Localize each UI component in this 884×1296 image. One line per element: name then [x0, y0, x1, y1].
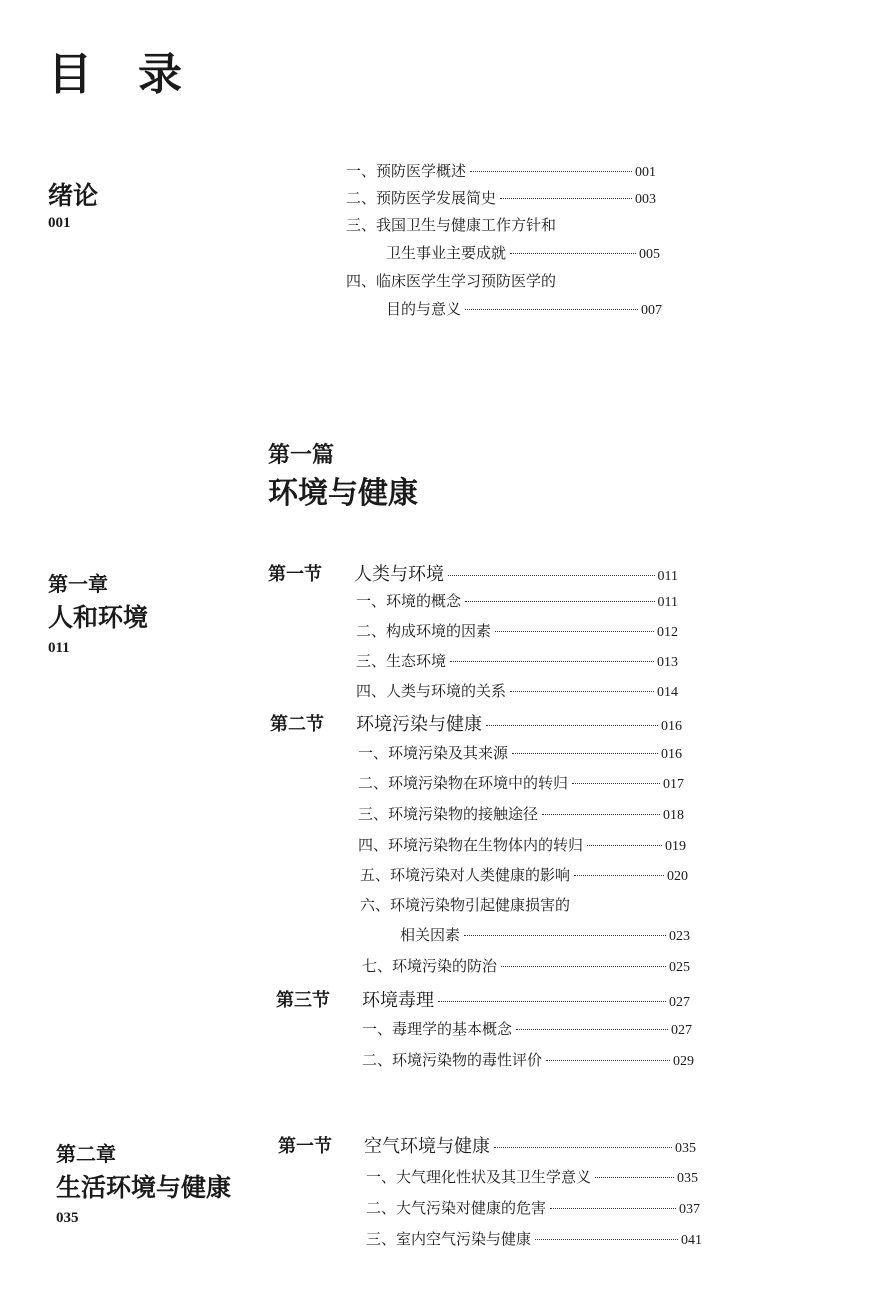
toc-entry-page: 020	[667, 869, 688, 884]
toc-entry-page: 003	[635, 192, 656, 207]
toc-entry[interactable]	[356, 680, 678, 701]
toc-entry-label[interactable]: 六、环境污染物引起健康损害的	[360, 896, 571, 914]
toc-entry[interactable]	[356, 650, 678, 671]
toc-entry[interactable]	[366, 1166, 698, 1187]
dot-leader	[486, 725, 658, 726]
toc-entry[interactable]	[358, 742, 682, 763]
toc-entry-label: 七、环境污染的防治	[362, 957, 498, 975]
toc-section[interactable]	[268, 560, 678, 586]
section-label: 第一节	[278, 1136, 332, 1157]
toc-entry[interactable]	[362, 1049, 694, 1070]
dot-leader	[512, 753, 658, 754]
chapter-page: 011	[48, 640, 70, 656]
section-label: 第三节	[276, 990, 330, 1011]
toc-entry-label: 一、大气理化性状及其卫生学意义	[366, 1168, 592, 1186]
dot-leader	[516, 1029, 668, 1030]
part-title: 环境与健康	[268, 476, 418, 511]
toc-entry-label: 一、环境污染及其来源	[358, 744, 509, 762]
toc-entry[interactable]	[362, 955, 690, 976]
toc-entry[interactable]	[358, 772, 684, 793]
toc-entry-page: 016	[661, 747, 682, 762]
dot-leader	[535, 1239, 678, 1240]
dot-leader	[464, 935, 666, 936]
toc-entry[interactable]	[346, 160, 656, 181]
toc-entry-label[interactable]: 三、我国卫生与健康工作方针和	[346, 216, 557, 234]
section-page: 027	[669, 995, 690, 1010]
toc-section[interactable]	[278, 1132, 696, 1158]
toc-entry-label: 二、构成环境的因素	[356, 622, 492, 640]
toc-entry[interactable]	[366, 1197, 700, 1218]
toc-entry-label: 四、环境污染物在生物体内的转归	[358, 836, 584, 854]
dot-leader	[494, 1147, 672, 1148]
toc-entry[interactable]	[358, 803, 684, 824]
dot-leader	[465, 309, 638, 310]
dot-leader	[574, 875, 664, 876]
dot-leader	[470, 171, 632, 172]
toc-section[interactable]	[270, 710, 682, 736]
toc-entry-page: 025	[669, 960, 690, 975]
dot-leader	[587, 845, 662, 846]
toc-entry-page: 011	[657, 595, 678, 610]
toc-entry-label: 一、预防医学概述	[346, 162, 467, 180]
toc-entry-page: 005	[639, 247, 660, 262]
section-label: 第二节	[270, 714, 324, 735]
dot-leader	[510, 691, 654, 692]
part-label: 第一篇	[268, 442, 335, 468]
toc-entry-label: 五、环境污染对人类健康的影响	[360, 866, 571, 884]
toc-entry-label: 二、预防医学发展简史	[346, 189, 497, 207]
toc-entry-label: 二、大气污染对健康的危害	[366, 1199, 547, 1217]
intro-page: 001	[48, 215, 71, 231]
toc-entry-label: 一、毒理学的基本概念	[362, 1020, 513, 1038]
toc-entry-label: 一、环境的概念	[356, 592, 462, 610]
toc-entry-label: 四、人类与环境的关系	[356, 682, 507, 700]
section-title: 环境毒理	[362, 990, 434, 1011]
toc-entry-label: 三、室内空气污染与健康	[366, 1230, 532, 1248]
dot-leader	[438, 1001, 666, 1002]
toc-entry[interactable]	[362, 1018, 692, 1039]
toc-entry-label[interactable]: 四、临床医学生学习预防医学的	[346, 272, 557, 290]
toc-entry-label: 三、环境污染物的接触途径	[358, 805, 539, 823]
dot-leader	[572, 783, 660, 784]
intro-title: 绪论	[48, 181, 99, 210]
toc-entry-page: 035	[677, 1171, 698, 1186]
toc-entry-page: 019	[665, 839, 686, 854]
chapter-label: 第二章	[56, 1142, 116, 1166]
toc-entry[interactable]	[400, 924, 690, 945]
toc-entry-label-cont: 目的与意义	[386, 300, 462, 318]
toc-entry-page: 029	[673, 1054, 694, 1069]
toc-entry-page: 001	[635, 165, 656, 180]
toc-entry[interactable]	[356, 590, 678, 611]
dot-leader	[448, 575, 655, 576]
section-title: 空气环境与健康	[364, 1136, 490, 1157]
dot-leader	[542, 814, 660, 815]
toc-entry-page: 023	[669, 929, 690, 944]
toc-entry[interactable]	[346, 187, 656, 208]
toc-section[interactable]	[276, 986, 690, 1012]
dot-leader	[501, 966, 666, 967]
toc-entry-page: 014	[657, 685, 678, 700]
toc-entry-page: 018	[663, 808, 684, 823]
toc-entry-page: 013	[657, 655, 678, 670]
chapter-label: 第一章	[48, 572, 108, 596]
toc-entry[interactable]	[356, 620, 678, 641]
toc-entry[interactable]	[386, 298, 662, 319]
section-title: 环境污染与健康	[356, 714, 482, 735]
chapter-page: 035	[56, 1210, 79, 1226]
dot-leader	[510, 253, 636, 254]
toc-entry-page: 027	[671, 1023, 692, 1038]
toc-entry-page: 007	[641, 303, 662, 318]
toc-entry-label: 三、生态环境	[356, 652, 447, 670]
section-page: 035	[675, 1141, 696, 1156]
toc-entry-page: 017	[663, 777, 684, 792]
toc-entry-label-cont: 相关因素	[400, 926, 461, 944]
toc-entry-page: 041	[681, 1233, 702, 1248]
dot-leader	[450, 661, 654, 662]
page-title: 目录	[48, 49, 228, 100]
section-page: 011	[657, 569, 678, 584]
toc-entry-label: 二、环境污染物的毒性评价	[362, 1051, 543, 1069]
toc-entry-label-cont: 卫生事业主要成就	[386, 244, 507, 262]
section-title: 人类与环境	[354, 564, 444, 585]
toc-entry-label: 二、环境污染物在环境中的转归	[358, 774, 569, 792]
dot-leader	[550, 1208, 676, 1209]
dot-leader	[546, 1060, 670, 1061]
section-page: 016	[661, 719, 682, 734]
chapter-title: 人和环境	[48, 603, 149, 632]
toc-entry[interactable]	[358, 834, 686, 855]
toc-entry[interactable]	[366, 1228, 702, 1249]
toc-entry-page: 012	[657, 625, 678, 640]
dot-leader	[465, 601, 655, 602]
toc-entry[interactable]	[386, 242, 660, 263]
section-label: 第一节	[268, 564, 322, 585]
dot-leader	[500, 198, 632, 199]
toc-entry-page: 037	[679, 1202, 700, 1217]
dot-leader	[495, 631, 654, 632]
toc-entry[interactable]	[360, 864, 688, 885]
dot-leader	[595, 1177, 674, 1178]
chapter-title: 生活环境与健康	[56, 1173, 232, 1202]
